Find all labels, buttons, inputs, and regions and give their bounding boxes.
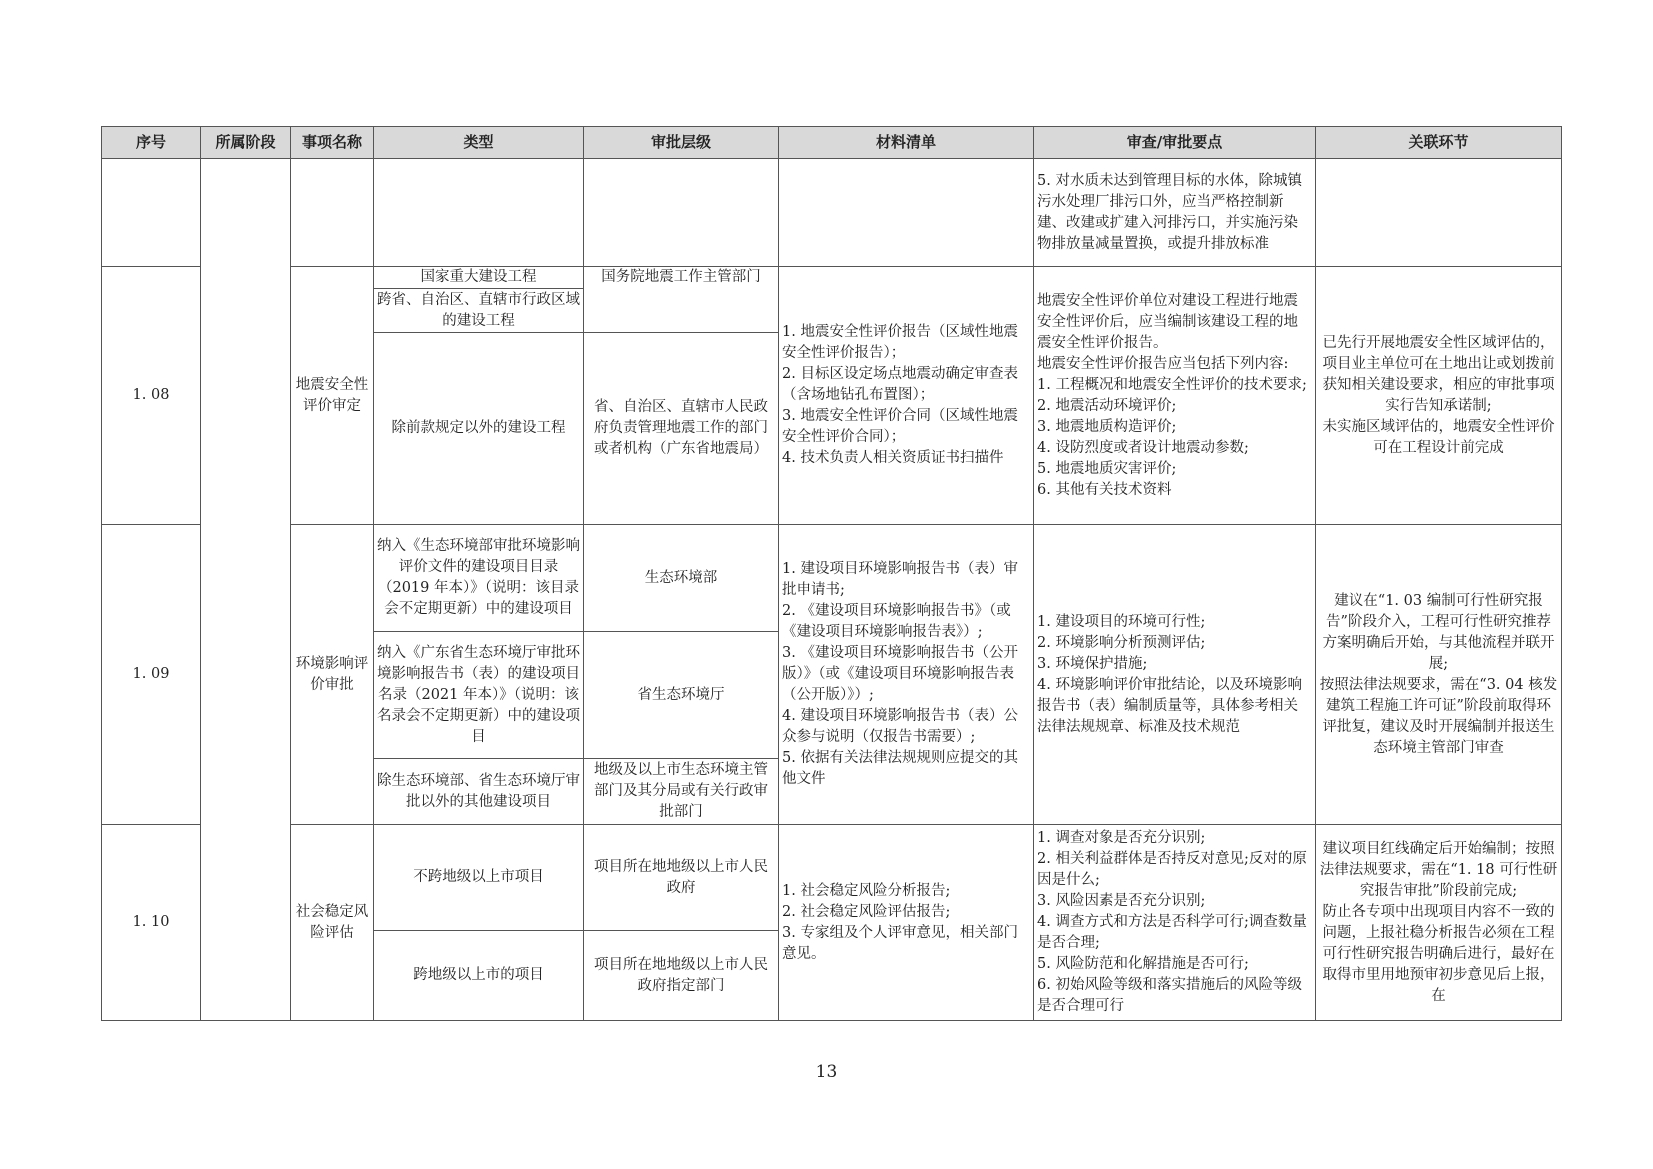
- level-municipal-ee: 地级及以上市生态环境主管部门及其分局或有关行政审批部门: [584, 759, 779, 825]
- level-city-government: 项目所在地地级以上市人民政府: [584, 825, 779, 931]
- level-designated-dept: 项目所在地地级以上市人民政府指定部门: [584, 931, 779, 1021]
- serial-1-09: 1. 09: [102, 525, 201, 825]
- continued-review-points: 5. 对水质未达到管理目标的水体，除城镇污水处理厂排污口外，应当严格控制新建、改建或扩建入河排污口，并实施污染物排放量减量置换，或提升排放标准: [1034, 159, 1316, 267]
- level-provincial-ee: 省生态环境厅: [584, 632, 779, 759]
- type-other-projects: 除前款规定以外的建设工程: [374, 333, 584, 525]
- table-header-row: [102, 127, 1562, 159]
- related-link-1-08: 已先行开展地震安全性区域评估的，项目业主单位可在土地出让或划拨前获知相关建设要求，相应的审批事项实行告知承诺制; 未实施区域评估的，地震安全性评价可在工程设计前完成: [1316, 267, 1562, 525]
- type-mee-catalog: 纳入《生态环境部审批环境影响评价文件的建设项目目录（2019 年本）》（说明：该目录会不定期更新）中的建设项目: [374, 525, 584, 632]
- cell-empty: [1316, 159, 1562, 267]
- type-other-ee-projects: 除生态环境部、省生态环境厅审批以外的其他建设项目: [374, 759, 584, 825]
- approval-items-table: [101, 126, 1562, 1021]
- table-row: [102, 159, 1562, 267]
- review-points-1-09: 1. 建设项目的环境可行性; 2. 环境影响分析预测评估; 3. 环境保护措施; 4. 环境影响评价审批结论，以及环境影响报告书（表）编制质量等，具体参考相关法律法规规章、标准及技术规范: [1034, 525, 1316, 825]
- serial-1-08: 1. 08: [102, 267, 201, 525]
- cell-empty: [102, 159, 201, 267]
- header-related-link: 关联环节: [1316, 127, 1562, 159]
- header-type: 类型: [374, 127, 584, 159]
- serial-1-10: 1. 10: [102, 825, 201, 1021]
- cell-empty: [374, 159, 584, 267]
- type-cross-city: 跨地级以上市的项目: [374, 931, 584, 1021]
- level-provincial-seismic: 省、自治区、直辖市人民政府负责管理地震工作的部门或者机构（广东省地震局）: [584, 333, 779, 525]
- level-state-council: 国务院地震工作主管部门: [584, 267, 779, 333]
- cell-empty: [291, 159, 374, 267]
- page-number: 13: [815, 1062, 838, 1082]
- materials-1-10: 1. 社会稳定风险分析报告; 2. 社会稳定风险评估报告; 3. 专家组及个人评审意见，相关部门意见。: [779, 825, 1034, 1021]
- item-name-1-10: 社会稳定风险评估: [291, 825, 374, 1021]
- header-approval-level: 审批层级: [584, 127, 779, 159]
- table-row: [102, 825, 1562, 931]
- table-row: [102, 267, 1562, 289]
- item-name-1-09: 环境影响评价审批: [291, 525, 374, 825]
- header-item-name: 事项名称: [291, 127, 374, 159]
- review-points-1-10: 1. 调查对象是否充分识别; 2. 相关利益群体是否持反对意见;反对的原因是什么; 3. 风险因素是否充分识别; 4. 调查方式和方法是否科学可行;调查数量是否合理; 5. 风险防范和化解措施是否可行; 6. 初始风险等级和落实措施后的风险等级是否合理可行: [1034, 825, 1316, 1021]
- level-mee: 生态环境部: [584, 525, 779, 632]
- review-points-1-08: 地震安全性评价单位对建设工程进行地震安全性评价后，应当编制该建设工程的地震安全性评价报告。 地震安全性评价报告应当包括下列内容: 1. 工程概况和地震安全性评价的技术要求; 2. 地震活动环境评价; 3. 地震地质构造评价; 4. 设防烈度或者设计地震动参数; 5. 地震地质灾害评价; 6. 其他有关技术资料: [1034, 267, 1316, 525]
- stage-cell: [201, 159, 291, 1021]
- type-national-major: 国家重大建设工程: [374, 267, 584, 289]
- header-review-points: 审查/审批要点: [1034, 127, 1316, 159]
- header-serial: 序号: [102, 127, 201, 159]
- type-within-city: 不跨地级以上市项目: [374, 825, 584, 931]
- cell-empty: [779, 159, 1034, 267]
- item-name-1-08: 地震安全性评价审定: [291, 267, 374, 525]
- materials-1-08: 1. 地震安全性评价报告（区域性地震安全性评价报告）； 2. 目标区设定场点地震动确定审查表（含场地钻孔布置图）； 3. 地震安全性评价合同（区域性地震安全性评价合同）； 4. 技术负责人相关资质证书扫描件: [779, 267, 1034, 525]
- header-materials: 材料清单: [779, 127, 1034, 159]
- cell-empty: [584, 159, 779, 267]
- materials-1-09: 1. 建设项目环境影响报告书（表）审批申请书; 2. 《建设项目环境影响报告书》（或《建设项目环境影响报告表》）; 3. 《建设项目环境影响报告书（公开版）》（或《建设项目环境影响报告表（公开版）》）; 4. 建设项目环境影响报告书（表）公众参与说明（仅报告书需要）; 5. 依据有关法律法规规则应提交的其他文件: [779, 525, 1034, 825]
- type-cross-province: 跨省、自治区、直辖市行政区域的建设工程: [374, 289, 584, 333]
- header-stage: 所属阶段: [201, 127, 291, 159]
- table-row: [102, 525, 1562, 632]
- type-provincial-catalog: 纳入《广东省生态环境厅审批环境影响报告书（表）的建设项目名录（2021 年本）》（说明：该名录会不定期更新）中的建设项目: [374, 632, 584, 759]
- related-link-1-10: 建议项目红线确定后开始编制；按照法律法规要求，需在“1. 18 可行性研究报告审批”阶段前完成; 防止各专项中出现项目内容不一致的问题，上报社稳分析报告必须在工程可行性研究报告明确后进行，最好在取得市里用地预审初步意见后上报，在: [1316, 825, 1562, 1021]
- related-link-1-09: 建议在“1. 03 编制可行性研究报告”阶段介入，工程可行性研究推荐方案明确后开始，与其他流程并联开展; 按照法律法规要求，需在“3. 04 核发建筑工程施工许可证”阶段前取得环评批复，建议及时开展编制并报送生态环境主管部门审查: [1316, 525, 1562, 825]
